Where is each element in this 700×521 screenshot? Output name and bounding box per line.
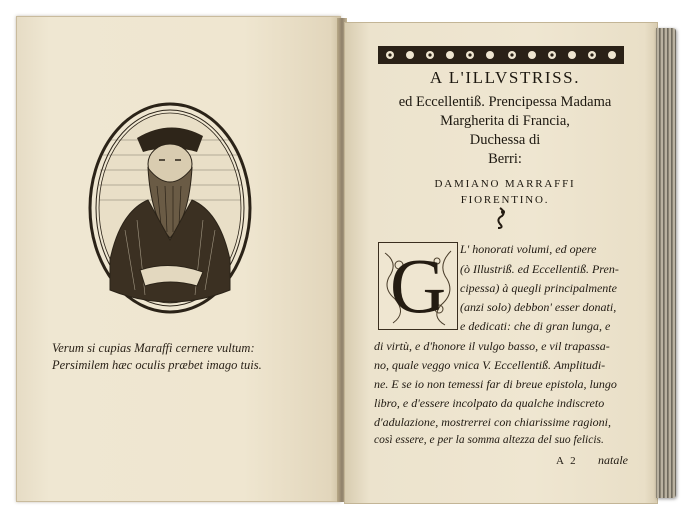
author-origin: FIORENTINO.: [460, 194, 550, 206]
body-line: (ò Illustriß. ed Eccellentiß. Pren-: [460, 262, 619, 276]
caption-line: Verum si cupias Maraffi cernere vultum:: [52, 341, 255, 355]
catchword: natale: [598, 453, 628, 467]
body-line: (anzi solo) debbon' esser donati,: [460, 300, 617, 314]
body-line: ne. E se io non temessi far di breue epistola, lungo: [374, 377, 617, 391]
author-name: DAMIANO MARRAFFI: [434, 178, 576, 190]
headpiece-ornament: [378, 46, 624, 64]
body-line: e dedicati: che di gran lunga, e: [460, 319, 611, 333]
portrait-engraving: [85, 100, 255, 316]
page-edges: [656, 28, 676, 498]
body-line: così essere, e per la somma altezza del suo felicis.: [374, 434, 604, 446]
dedication-line: Berri:: [488, 151, 522, 167]
signature-mark: A 2: [556, 455, 578, 467]
body-line: libro, e d'essere incolpato da qualche indiscreto: [374, 396, 605, 410]
body-line: d'adulazione, mostrerrei con chiarissime ragioni,: [374, 415, 611, 429]
fleuron-ornament: [490, 206, 510, 230]
body-line: L' honorati volumi, ed opere: [460, 242, 597, 256]
dedication-line: Margherita di Francia,: [440, 113, 570, 129]
dedication-line: ed Eccellentiß. Prencipessa Madama: [398, 94, 612, 110]
portrait-caption: [52, 340, 322, 374]
body-line: di virtù, e d'honore il vulgo basso, e vil trapassa-: [374, 339, 610, 353]
dedication-line: Duchessa di: [469, 132, 541, 148]
body-line: no, quale veggo vnica V. Eccellentiß. Amplitudi-: [374, 358, 606, 372]
dedication-title: A L'ILLVSTRISS.: [429, 68, 581, 87]
decorated-initial: [378, 242, 458, 330]
initial-letter: G: [389, 242, 447, 329]
caption-line: Persimilem hæc oculis præbet imago tuis.: [52, 358, 262, 372]
body-line: cipessa) à quegli principalmente: [460, 281, 617, 295]
